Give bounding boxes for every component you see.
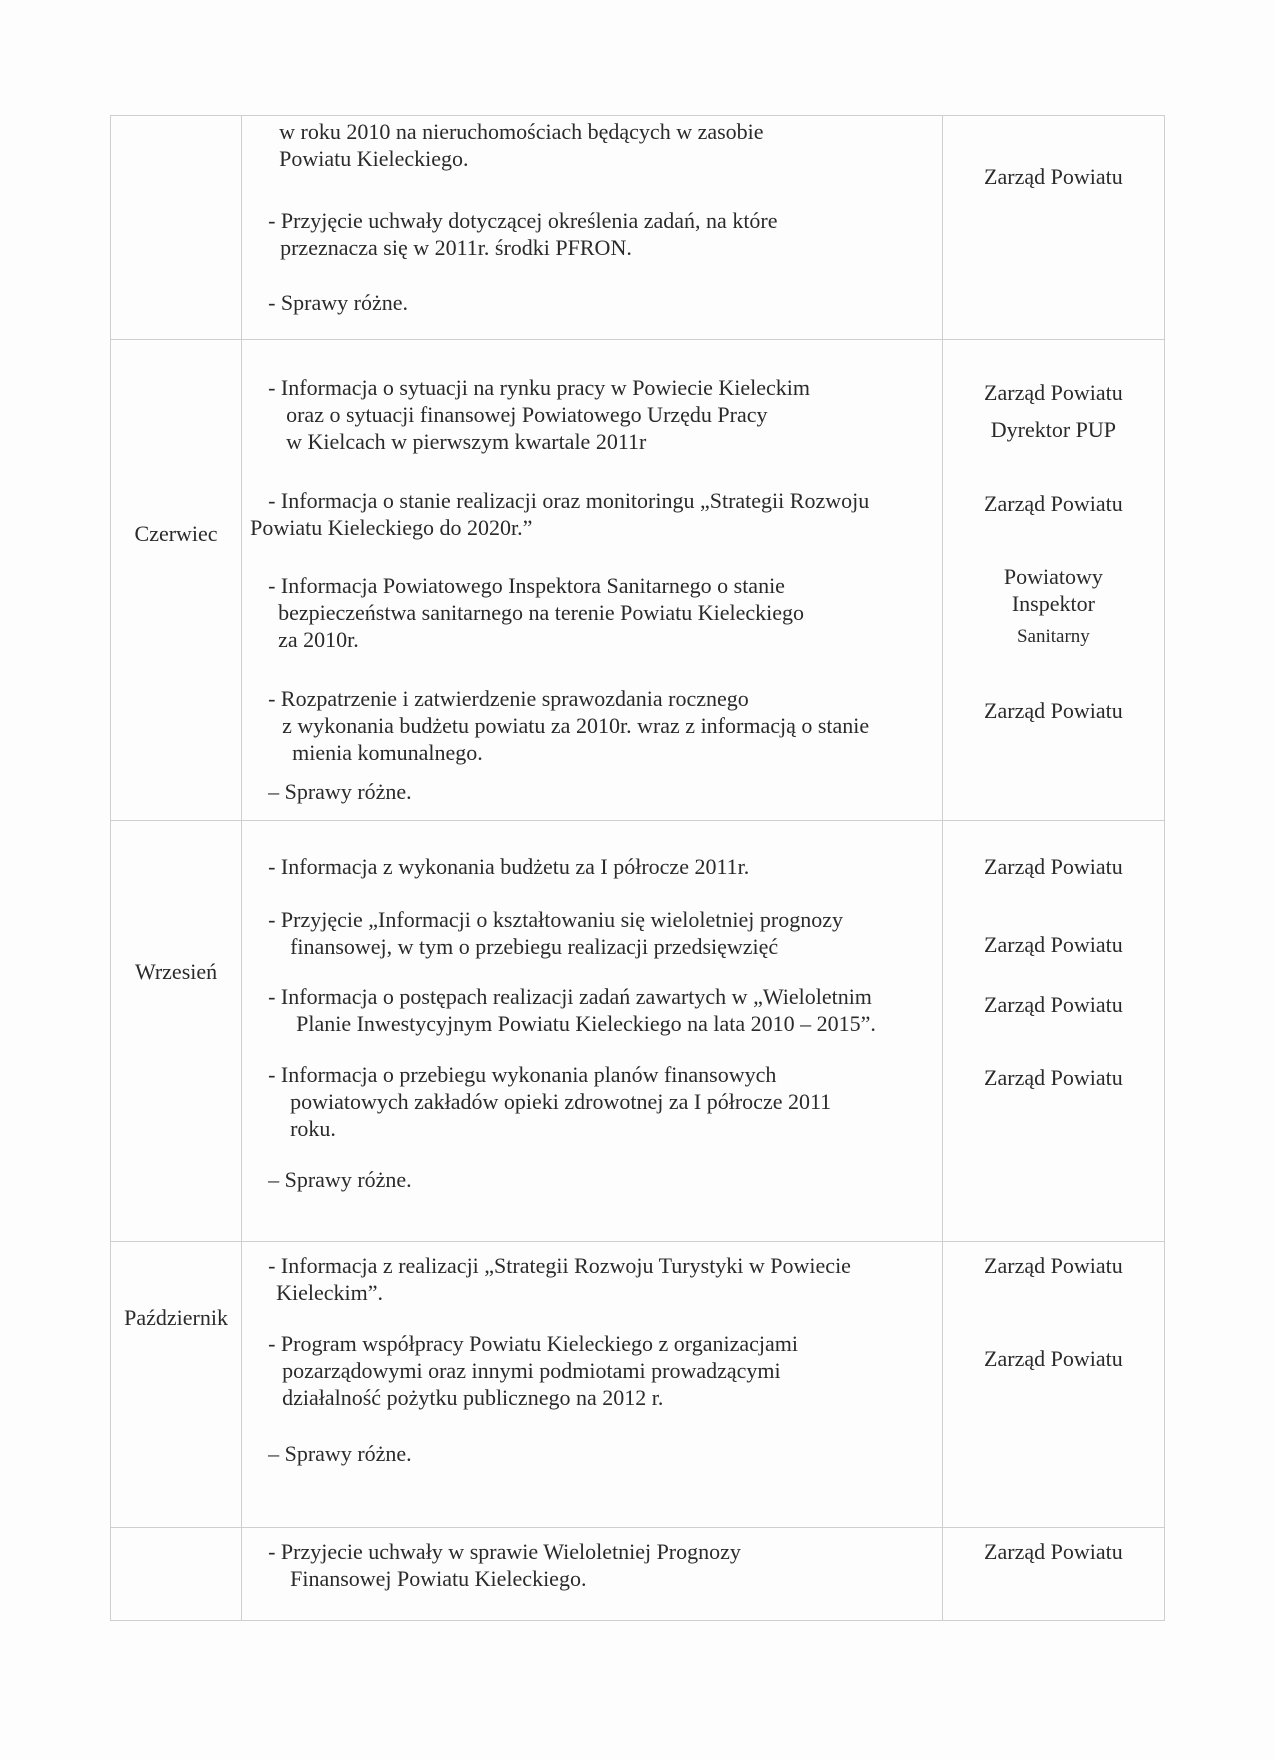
responsible-cell [942, 116, 1164, 340]
responsible-label: Zarząd Powiatu [984, 854, 1123, 879]
agenda-cell [242, 116, 943, 340]
month-cell [111, 1528, 242, 1621]
agenda-cell [242, 340, 943, 821]
agenda-item: - Przyjecie uchwały w sprawie Wieloletniej Prognozy Finansowej Powiatu Kieleckiego. [268, 1539, 741, 1591]
month-cell [111, 340, 242, 821]
responsible-cell [942, 821, 1164, 1242]
agenda-item: - Sprawy różne. [268, 290, 409, 315]
agenda-item: - Informacja o sytuacji na rynku pracy w Powiecie Kieleckim oraz o sytuacji finansowej Powiatowego Urzędu Pracy w Kielcach w pierwszym kwartale 2011r [268, 375, 810, 454]
agenda-cell [242, 1528, 943, 1621]
agenda-cell [242, 1242, 943, 1528]
responsible-cell [942, 1242, 1164, 1528]
responsible-label: Zarząd Powiatu [984, 1065, 1123, 1090]
schedule-table [110, 115, 1165, 1621]
responsible-label: Zarząd Powiatu [984, 698, 1123, 723]
month-cell [111, 116, 242, 340]
month-label: Czerwiec [134, 521, 218, 546]
agenda-item: - Informacja o stanie realizacji oraz monitoringu „Strategii Rozwoju Powiatu Kieleckiego do 2020r.” [250, 488, 870, 540]
responsible-label: Zarząd Powiatu [984, 491, 1123, 516]
table-row [111, 116, 1165, 340]
agenda-item: - Informacja z wykonania budżetu za I półrocze 2011r. [268, 854, 750, 879]
agenda-item: - Informacja Powiatowego Inspektora Sanitarnego o stanie bezpieczeństwa sanitarnego na terenie Powiatu Kieleckiego za 2010r. [268, 573, 805, 652]
agenda-item: - Przyjęcie uchwały dotyczącej określenia zadań, na które przeznacza się w 2011r. środki PFRON. [268, 208, 778, 260]
agenda-item: - Informacja z realizacji „Strategii Rozwoju Turystyki w Powiecie Kieleckim”. [268, 1253, 851, 1305]
responsible-label: Zarząd Powiatu Dyrektor PUP [984, 380, 1123, 442]
responsible-label: Zarząd Powiatu [984, 164, 1123, 189]
responsible-label: Zarząd Powiatu [984, 1539, 1123, 1564]
responsible-label: Zarząd Powiatu [984, 1346, 1123, 1371]
agenda-item: - Rozpatrzenie i zatwierdzenie sprawozdania rocznego z wykonania budżetu powiatu za 2010r. wraz z informacją o stanie mienia komunalnego. [268, 686, 870, 765]
responsible-cell [942, 340, 1164, 821]
month-label: Wrzesień [134, 959, 218, 984]
agenda-item: - Przyjęcie „Informacji o kształtowaniu się wieloletniej prognozy finansowej, w tym o przebiegu realizacji przedsięwzięć [268, 907, 843, 959]
month-cell [111, 1242, 242, 1528]
responsible-label: Zarząd Powiatu [984, 932, 1123, 957]
agenda-item: - Informacja o przebiegu wykonania planów finansowych powiatowych zakładów opieki zdrowotnej za I półrocze 2011 roku. [268, 1062, 832, 1141]
agenda-item: – Sprawy różne. [268, 779, 412, 804]
agenda-item: - Program współpracy Powiatu Kieleckiego z organizacjami pozarządowymi oraz innymi podmiotami prowadzącymi działalność pożytku publicznego na 2012 r. [268, 1331, 798, 1410]
month-label: Październik [124, 1305, 228, 1330]
responsible-label: Zarząd Powiatu [984, 1253, 1123, 1278]
table-row [111, 340, 1165, 821]
agenda-item: - Informacja o postępach realizacji zadań zawartych w „Wieloletnim Planie Inwestycyjnym Powiatu Kieleckiego na lata 2010 – 2015”. [268, 984, 876, 1036]
agenda-item: – Sprawy różne. [268, 1167, 412, 1192]
agenda-cell [242, 821, 943, 1242]
agenda-item: w roku 2010 na nieruchomościach będących w zasobie Powiatu Kieleckiego. [279, 119, 764, 171]
table-row [111, 1242, 1165, 1528]
responsible-label: Powiatowy Inspektor Sanitarny [1003, 564, 1103, 647]
agenda-item: – Sprawy różne. [268, 1441, 412, 1466]
table-row [111, 1528, 1165, 1621]
responsible-label: Zarząd Powiatu [984, 992, 1123, 1017]
responsible-cell [942, 1528, 1164, 1621]
month-cell [111, 821, 242, 1242]
table-row [111, 821, 1165, 1242]
